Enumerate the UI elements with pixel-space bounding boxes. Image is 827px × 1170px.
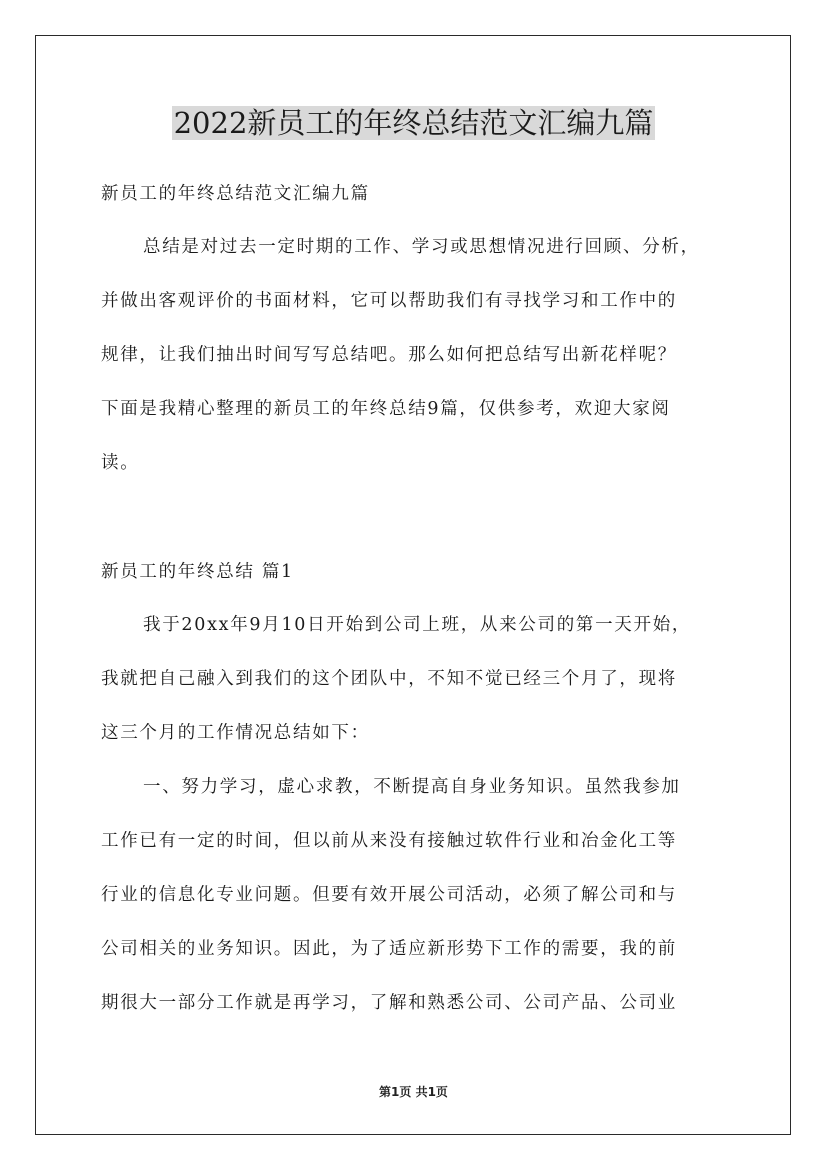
document-subtitle: 新员工的年终总结范文汇编九篇 [101,184,370,204]
paragraph-line: 我就把自己融入到我们的这个团队中，不知不觉已经三个月了，现将 [101,669,677,689]
section-heading: 新员工的年终总结 篇1 [101,562,294,582]
intro-line: 规律，让我们抽出时间写写总结吧。那么如何把总结写出新花样呢？ [101,345,677,365]
paragraph-line: 公司相关的业务知识。因此，为了适应新形势下工作的需要，我的前 [101,939,677,959]
paragraph-line: 行业的信息化专业问题。但要有效开展公司活动，必须了解公司和与 [101,885,677,905]
document-title [0,98,827,148]
intro-line: 并做出客观评价的书面材料，它可以帮助我们有寻找学习和工作中的 [101,291,677,311]
intro-paragraph [101,220,741,490]
intro-line: 总结是对过去一定时期的工作、学习或思想情况进行回顾、分析， [143,237,700,257]
intro-line: 下面是我精心整理的新员工的年终总结9篇，仅供参考，欢迎大家阅 [101,399,671,419]
paragraph-line: 我于20xx年9月10日开始到公司上班，从来公司的第一天开始， [143,615,692,635]
section-paragraph-2 [101,760,741,1030]
document-title-text: 2022新员工的年终总结范文汇编九篇 [173,106,654,140]
paragraph-line: 一、努力学习，虚心求教，不断提高自身业务知识。虽然我参加 [143,777,681,797]
page-number-footer: 第1页 共1页 [379,1085,448,1099]
intro-line: 读。 [101,453,140,473]
section-paragraph-1 [101,598,741,760]
paragraph-line: 这三个月的工作情况总结如下： [101,723,370,743]
paragraph-line: 工作已有一定的时间，但以前从来没有接触过软件行业和冶金化工等 [101,831,677,851]
paragraph-line: 期很大一部分工作就是再学习，了解和熟悉公司、公司产品、公司业 [101,993,677,1013]
